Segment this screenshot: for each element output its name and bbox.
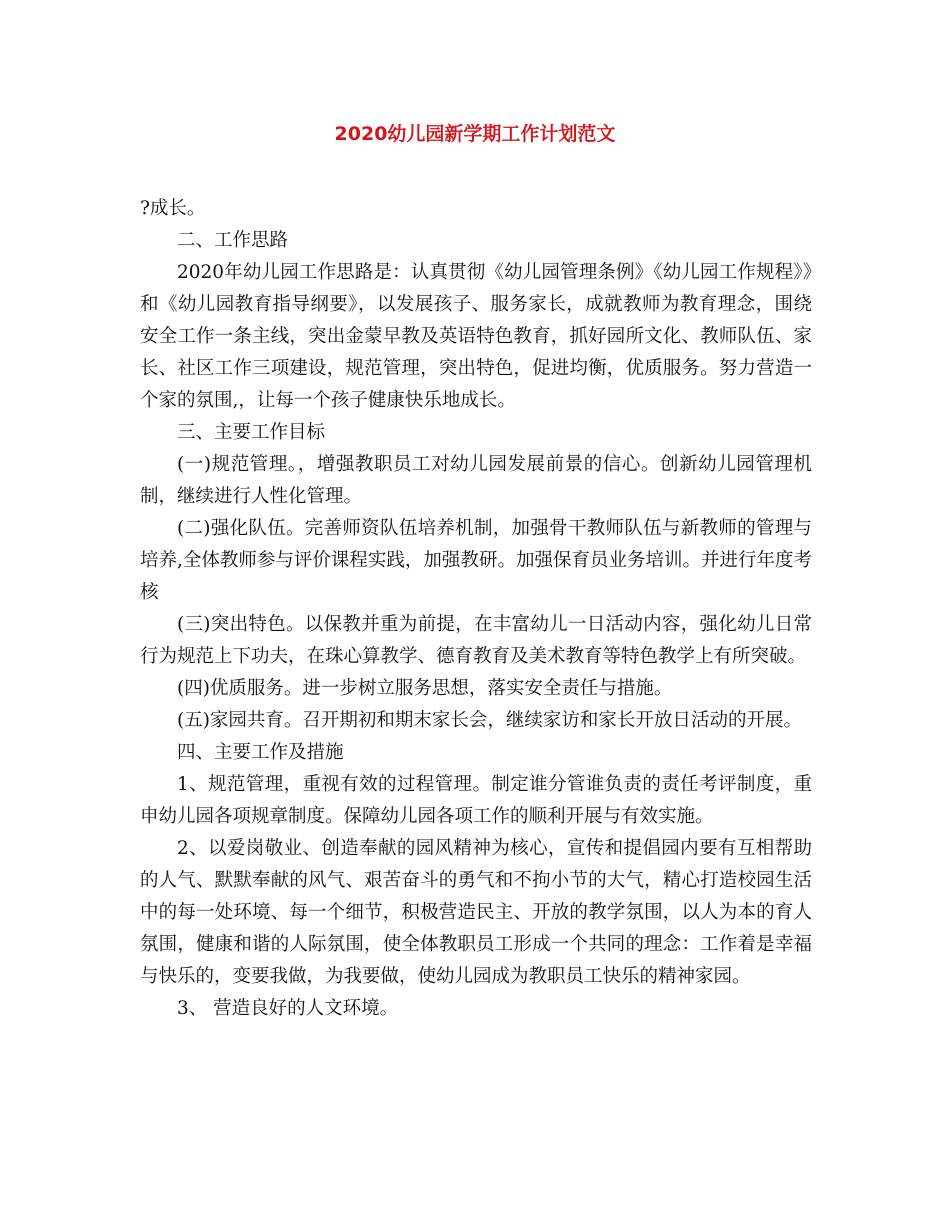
document-title: 2020幼儿园新学期工作计划范文 [334,123,616,145]
document-body [140,193,812,1025]
paragraph: (一)规范管理。，增强教职员工对幼儿园发展前景的信心。创新幼儿园管理机制，继续进行人性化管理。 [140,454,812,507]
paragraph: (五)家园共育。召开期初和期末家长会，继续家访和家长开放日活动的开展。 [177,710,802,731]
paragraph: 3、 营造良好的人文环境。 [177,998,399,1019]
paragraph: (三)突出特色。以保教并重为前提，在丰富幼儿一日活动内容，强化幼儿日常行为规范上下功夫，在珠心算教学、德育教育及美术教育等特色教学上有所突破。 [140,614,812,667]
paragraph: ?成长。 [140,198,206,219]
section-heading: 二、工作思路 [177,230,289,251]
section-heading: 三、主要工作目标 [177,422,326,443]
paragraph: 1、规范管理，重视有效的过程管理。制定谁分管谁负责的责任考评制度，重申幼儿园各项规章制度。保障幼儿园各项工作的顺利开展与有效实施。 [140,774,812,827]
paragraph: (二)强化队伍。完善师资队伍培养机制，加强骨干教师队伍与新教师的管理与培养,全体教师参与评价课程实践，加强教研。加强保育员业务培训。并进行年度考核 [140,518,812,603]
paragraph: 2020年幼儿园工作思路是：认真贯彻《幼儿园管理条例》《幼儿园工作规程》》和《幼儿园教育指导纲要》，以发展孩子、服务家长，成就教师为教育理念，围绕安全工作一条主线，突出金蒙早教及英语特色教育，抓好园所文化、教师队伍、家长、社区工作三项建设，规范管理，突出特色，促进均衡，优质服务。努力营造一个家的氛围,，让每一个孩子健康快乐地成长。 [140,262,812,411]
section-heading: 四、主要工作及措施 [177,742,344,763]
paragraph: (四)优质服务。进一步树立服务思想，落实安全责任与措施。 [177,678,673,699]
paragraph: 2、以爱岗敬业、创造奉献的园风精神为核心，宣传和提倡园内要有互相帮助的人气、默默奉献的风气、艰苦奋斗的勇气和不拘小节的大气，精心打造校园生活中的每一处环境、每一个细节，积极营造民主、开放的教学氛围，以人为本的育人氛围，健康和谐的人际氛围，使全体教职员工形成一个共同的理念：工作着是幸福与快乐的，变要我做，为我要做，使幼儿园成为教职员工快乐的精神家园。 [140,838,812,987]
